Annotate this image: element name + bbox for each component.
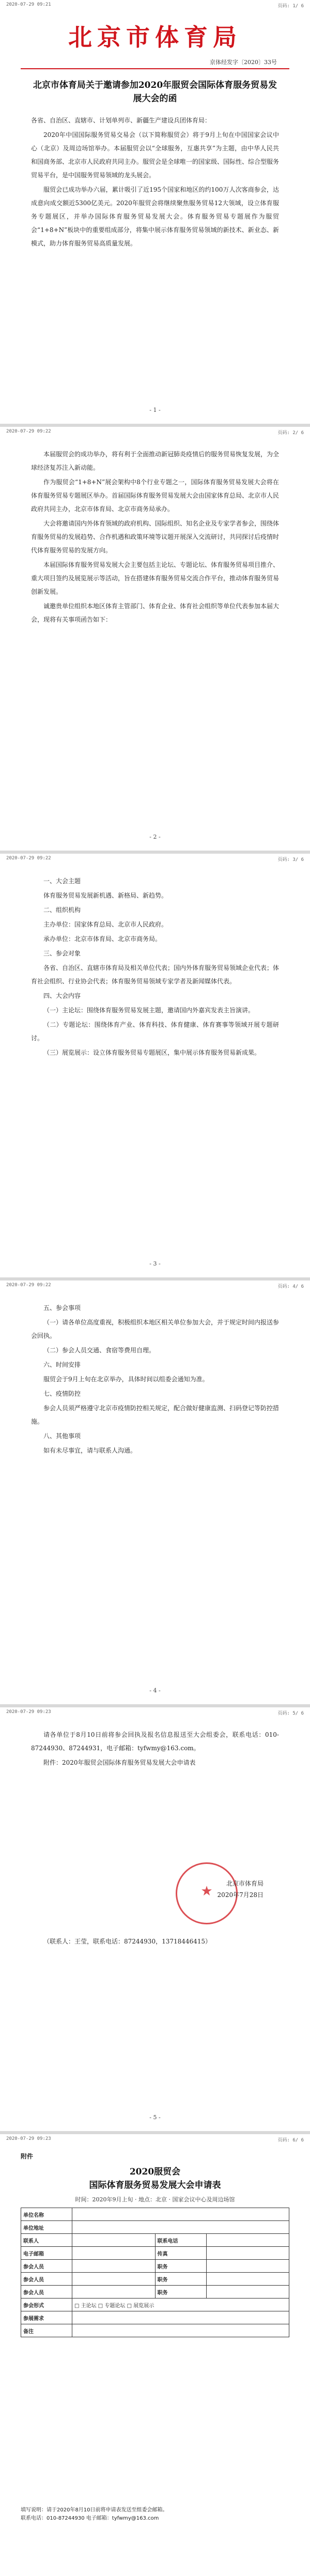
fax-page-count: 页码: 5/ 6: [277, 1711, 304, 1716]
form-field-value[interactable]: [72, 2324, 289, 2337]
page-number: - 1 -: [149, 407, 161, 413]
document-title: 北京市体育局关于邀请参加2020年服贸会国际体育服务贸易发展大会的函: [33, 80, 277, 104]
attachment-label: 附件: [21, 2153, 34, 2160]
paragraph: 2020年中国国际服务贸易交易会（以下简称服贸会）将于9月上旬在中国国家会议中心（北京）及周边场馆举办。本届服贸会以“全球服务，互惠共享”为主题，由中华人民共和国商务部、北京市人民政府共同主办。服贸会是全球唯一的国家级、国际性、综合型服务贸易平台，是中国服务贸易领域的龙头展会。: [31, 131, 280, 179]
form-field-value[interactable]: [72, 2208, 289, 2221]
form-field-label: 备注: [21, 2324, 72, 2337]
page-1-body: [31, 114, 279, 251]
form-field-label: 参展需求: [21, 2311, 72, 2324]
form-field-label: 单位名称: [21, 2208, 72, 2221]
form-row: [21, 2221, 289, 2234]
form-field-value[interactable]: [206, 2234, 289, 2247]
attachment-line: 附件：2020年服贸会国际体育服务贸易发展大会申请表: [43, 1759, 196, 1766]
form-row: [21, 2299, 289, 2311]
fax-page-count: 页码: 6/ 6: [277, 2138, 304, 2143]
paragraph: 如有未尽事宜，请与联系人沟通。: [43, 1447, 137, 1454]
fax-page-count: 页码: 1/ 6: [277, 4, 304, 9]
form-field-value[interactable]: [72, 2311, 289, 2324]
paragraph: 服贸会于9月上旬在北京举办，具体时间以组委会通知为准。: [43, 1376, 209, 1383]
form-field-value[interactable]: [72, 2221, 289, 2234]
form-row: [21, 2260, 289, 2273]
paragraph: 体育服务贸易发展新机遇、新格局、新趋势。: [43, 892, 168, 899]
fax-header: [6, 2, 304, 9]
signature-org: 北京市体育局: [226, 1880, 264, 1887]
page-4-body: [31, 1301, 279, 1458]
form-row: [21, 2311, 289, 2324]
page-1: [0, 0, 310, 424]
form-row: [21, 2247, 289, 2260]
paragraph: 请各单位于8月10日前将参会回执及报名信息报送至大会组委会，联系电话：010-87244930、87244931，电子邮箱：tyfwmy@163.com。: [31, 1731, 279, 1752]
page-3: [0, 854, 310, 1277]
form-field-value[interactable]: [72, 2260, 156, 2273]
form-row: [21, 2286, 289, 2299]
fax-header: [6, 1709, 304, 1717]
paragraph: 大会将邀请国内外体育领域的政府机构、国际组织、知名企业及专家学者参会，围绕体育服务贸易的发展趋势、合作机遇和政策环境等议题开展深入交流研讨，共同探讨后疫情时代体育服务贸易的发展方向。: [31, 520, 280, 554]
salutation: 各省、自治区、直辖市、计划单列市、新疆生产建设兵团体育局：: [31, 117, 211, 124]
application-form-table: [21, 2208, 289, 2337]
org-letterhead-title: 北京市体育局: [68, 23, 242, 51]
fax-timestamp: 2020-07-29 09:22: [6, 1283, 51, 1288]
fax-page-count: 页码: 2/ 6: [277, 430, 304, 436]
form-field-label: 电子邮箱: [21, 2247, 72, 2260]
signature-date: 2020年7月28日: [217, 1891, 264, 1899]
fax-page-count: 页码: 3/ 6: [277, 857, 304, 862]
form-title-line-1: 2020服贸会: [129, 2167, 181, 2177]
section-heading: 七、疫情防控: [43, 1390, 81, 1397]
fax-header: [6, 2136, 304, 2143]
paragraph: 主办单位：国家体育总局、北京市人民政府。: [43, 921, 168, 928]
section-heading: 四、大会内容: [43, 992, 81, 999]
paragraph: （二）专题论坛：围绕体育产业、体育科技、体育健康、体育赛事等领域开展专题研讨。: [31, 1021, 279, 1042]
page-number: - 4 -: [149, 1687, 161, 1694]
form-field-value[interactable]: [72, 2234, 156, 2247]
form-field-value[interactable]: [72, 2273, 156, 2286]
form-field-label: 参会人员: [21, 2260, 72, 2273]
paragraph: （二）参会人员交通、食宿等费用自理。: [43, 1347, 156, 1354]
page-6: [0, 2134, 310, 2576]
form-field-value[interactable]: [206, 2273, 289, 2286]
section-heading: 一、大会主题: [43, 877, 81, 885]
form-title-line-2: 国际体育服务贸易发展大会申请表: [89, 2180, 221, 2191]
section-heading: 八、其他事项: [43, 1432, 81, 1440]
document-number: 京体经发字〔2020〕33号: [210, 59, 277, 66]
paragraph: 本届服贸会的成功举办，将有利于全面推动新冠肺炎疫情后的服务贸易恢复发展，为全球经济复苏注入新动能。: [31, 451, 280, 471]
form-row: [21, 2273, 289, 2286]
form-field-label: 传真: [155, 2247, 206, 2260]
paragraph: （一）请各单位高度重视，积极组织本地区相关单位参加大会，并于规定时间内报送参会回执。: [31, 1319, 280, 1339]
form-field-label: 职务: [155, 2286, 206, 2299]
page-5-body: [31, 1728, 279, 1770]
form-field-label: 联系人: [21, 2234, 72, 2247]
fax-header: [6, 856, 304, 863]
section-heading: 二、组织机构: [43, 906, 81, 914]
paragraph: 诚邀贵单位组织本地区体育主管部门、体育企业、体育社会组织等单位代表参加本届大会，现将有关事项函告如下：: [31, 603, 280, 623]
form-row: [21, 2234, 289, 2247]
form-field-label: 职务: [155, 2260, 206, 2273]
form-field-value[interactable]: [72, 2247, 156, 2260]
form-field-value[interactable]: [72, 2286, 156, 2299]
fax-timestamp: 2020-07-29 09:23: [6, 2136, 51, 2141]
page-4: [0, 1281, 310, 1704]
contact-block: [31, 1935, 279, 1949]
form-field-label: 联系电话: [155, 2234, 206, 2247]
section-heading: 六、时间安排: [43, 1361, 81, 1368]
form-field-label: 参会人员: [21, 2286, 72, 2299]
fax-timestamp: 2020-07-29 09:22: [6, 429, 51, 434]
form-row: [21, 2208, 289, 2221]
form-subtitle: 时间：2020年9月上旬 · 地点：北京 · 国家会议中心及周边场馆: [75, 2196, 235, 2203]
form-field-label: 参会人员: [21, 2273, 72, 2286]
fax-page-count: 页码: 4/ 6: [277, 1284, 304, 1289]
paragraph: 各省、自治区、直辖市体育局及相关单位代表；国内外体育服务贸易领域企业代表；体育社会组织、行业协会代表；体育服务贸易领域专家学者及新闻媒体代表。: [31, 964, 280, 985]
paragraph: 本届国际体育服务贸易发展大会主要包括主论坛、专题论坛、体育服务贸易项目推介、重大项目签约及展览展示等活动，旨在搭建体育服务贸易交流合作平台，推动体育服务贸易创新发展。: [31, 561, 280, 595]
fax-header: [6, 429, 304, 436]
paragraph: （三）展览展示：设立体育服务贸易专题展区，集中展示体育服务贸易新成果。: [43, 1049, 261, 1056]
letterhead-red-rule: [21, 68, 289, 69]
paragraph: 承办单位：北京市体育局、北京市商务局。: [43, 935, 162, 943]
form-field-value[interactable]: [206, 2286, 289, 2299]
section-heading: 三、参会对象: [43, 950, 81, 957]
fax-timestamp: 2020-07-29 09:23: [6, 1709, 51, 1715]
paragraph: （一）主论坛：围绕体育服务贸易发展主题，邀请国内外嘉宾发表主旨演讲。: [43, 1007, 255, 1014]
page-number: - 3 -: [149, 1260, 161, 1267]
page-number: - 5 -: [149, 2114, 161, 2121]
fax-timestamp: 2020-07-29 09:21: [6, 2, 51, 7]
signature-block: [218, 1878, 264, 1901]
paragraph: 服贸会已成功举办六届，累计吸引了近195个国家和地区的约100万人次客商参会，达成意向成交额近5300亿美元。2020年服贸会将继续聚焦服务贸易12大领域，设立体育服务专题展区，并举办国际体育服务贸易发展大会。体育服务贸易专题展作为服贸会“1+8+N”板块中的重要组成部分，将集中展示体育服务贸易领域的新技术、新业态、新模式，助力体育服务贸易高质量发展。: [31, 186, 279, 247]
page-2-body: [31, 448, 279, 627]
fax-header: [6, 1283, 304, 1290]
section-heading: 五、参会事项: [43, 1304, 81, 1312]
page-5: [0, 1707, 310, 2131]
form-field-label: 参会形式: [21, 2299, 72, 2311]
form-field-value[interactable]: [206, 2260, 289, 2273]
contact-info: （联系人：王莹，联系电话：87244930，13718446415）: [43, 1938, 212, 1945]
form-row: [21, 2324, 289, 2337]
form-field-label: 单位地址: [21, 2221, 72, 2234]
paragraph: 作为服贸会“1+8+N”展会架构中8个行业专题之一，国际体育服务贸易发展大会将在体育服务贸易专题展区举办。首届国际体育服务贸易发展大会由国家体育总局、北京市人民政府共同主办，北京市体育局、北京市商务局承办。: [31, 479, 280, 513]
page-3-body: [31, 874, 279, 1060]
form-field-label: 职务: [155, 2273, 206, 2286]
paragraph: 参会人员须严格遵守北京市疫情防控相关规定，配合做好健康监测、扫码登记等防控措施。: [31, 1405, 280, 1425]
seal-star-icon: ★: [200, 1884, 213, 1899]
page-number: - 2 -: [149, 834, 161, 840]
form-footer-line: 填写说明：请于2020年8月10日前将申请表发送至组委会邮箱。: [21, 2507, 168, 2513]
form-field-value[interactable]: [206, 2247, 289, 2260]
page-2: [0, 427, 310, 851]
form-footer-line: 联系电话：010-87244930 电子邮箱：tyfwmy@163.com: [21, 2516, 159, 2521]
fax-timestamp: 2020-07-29 09:22: [6, 856, 51, 861]
form-footer: [21, 2506, 289, 2523]
form-field-value[interactable]: □ 主论坛 □ 专题论坛 □ 展览展示: [72, 2299, 289, 2311]
